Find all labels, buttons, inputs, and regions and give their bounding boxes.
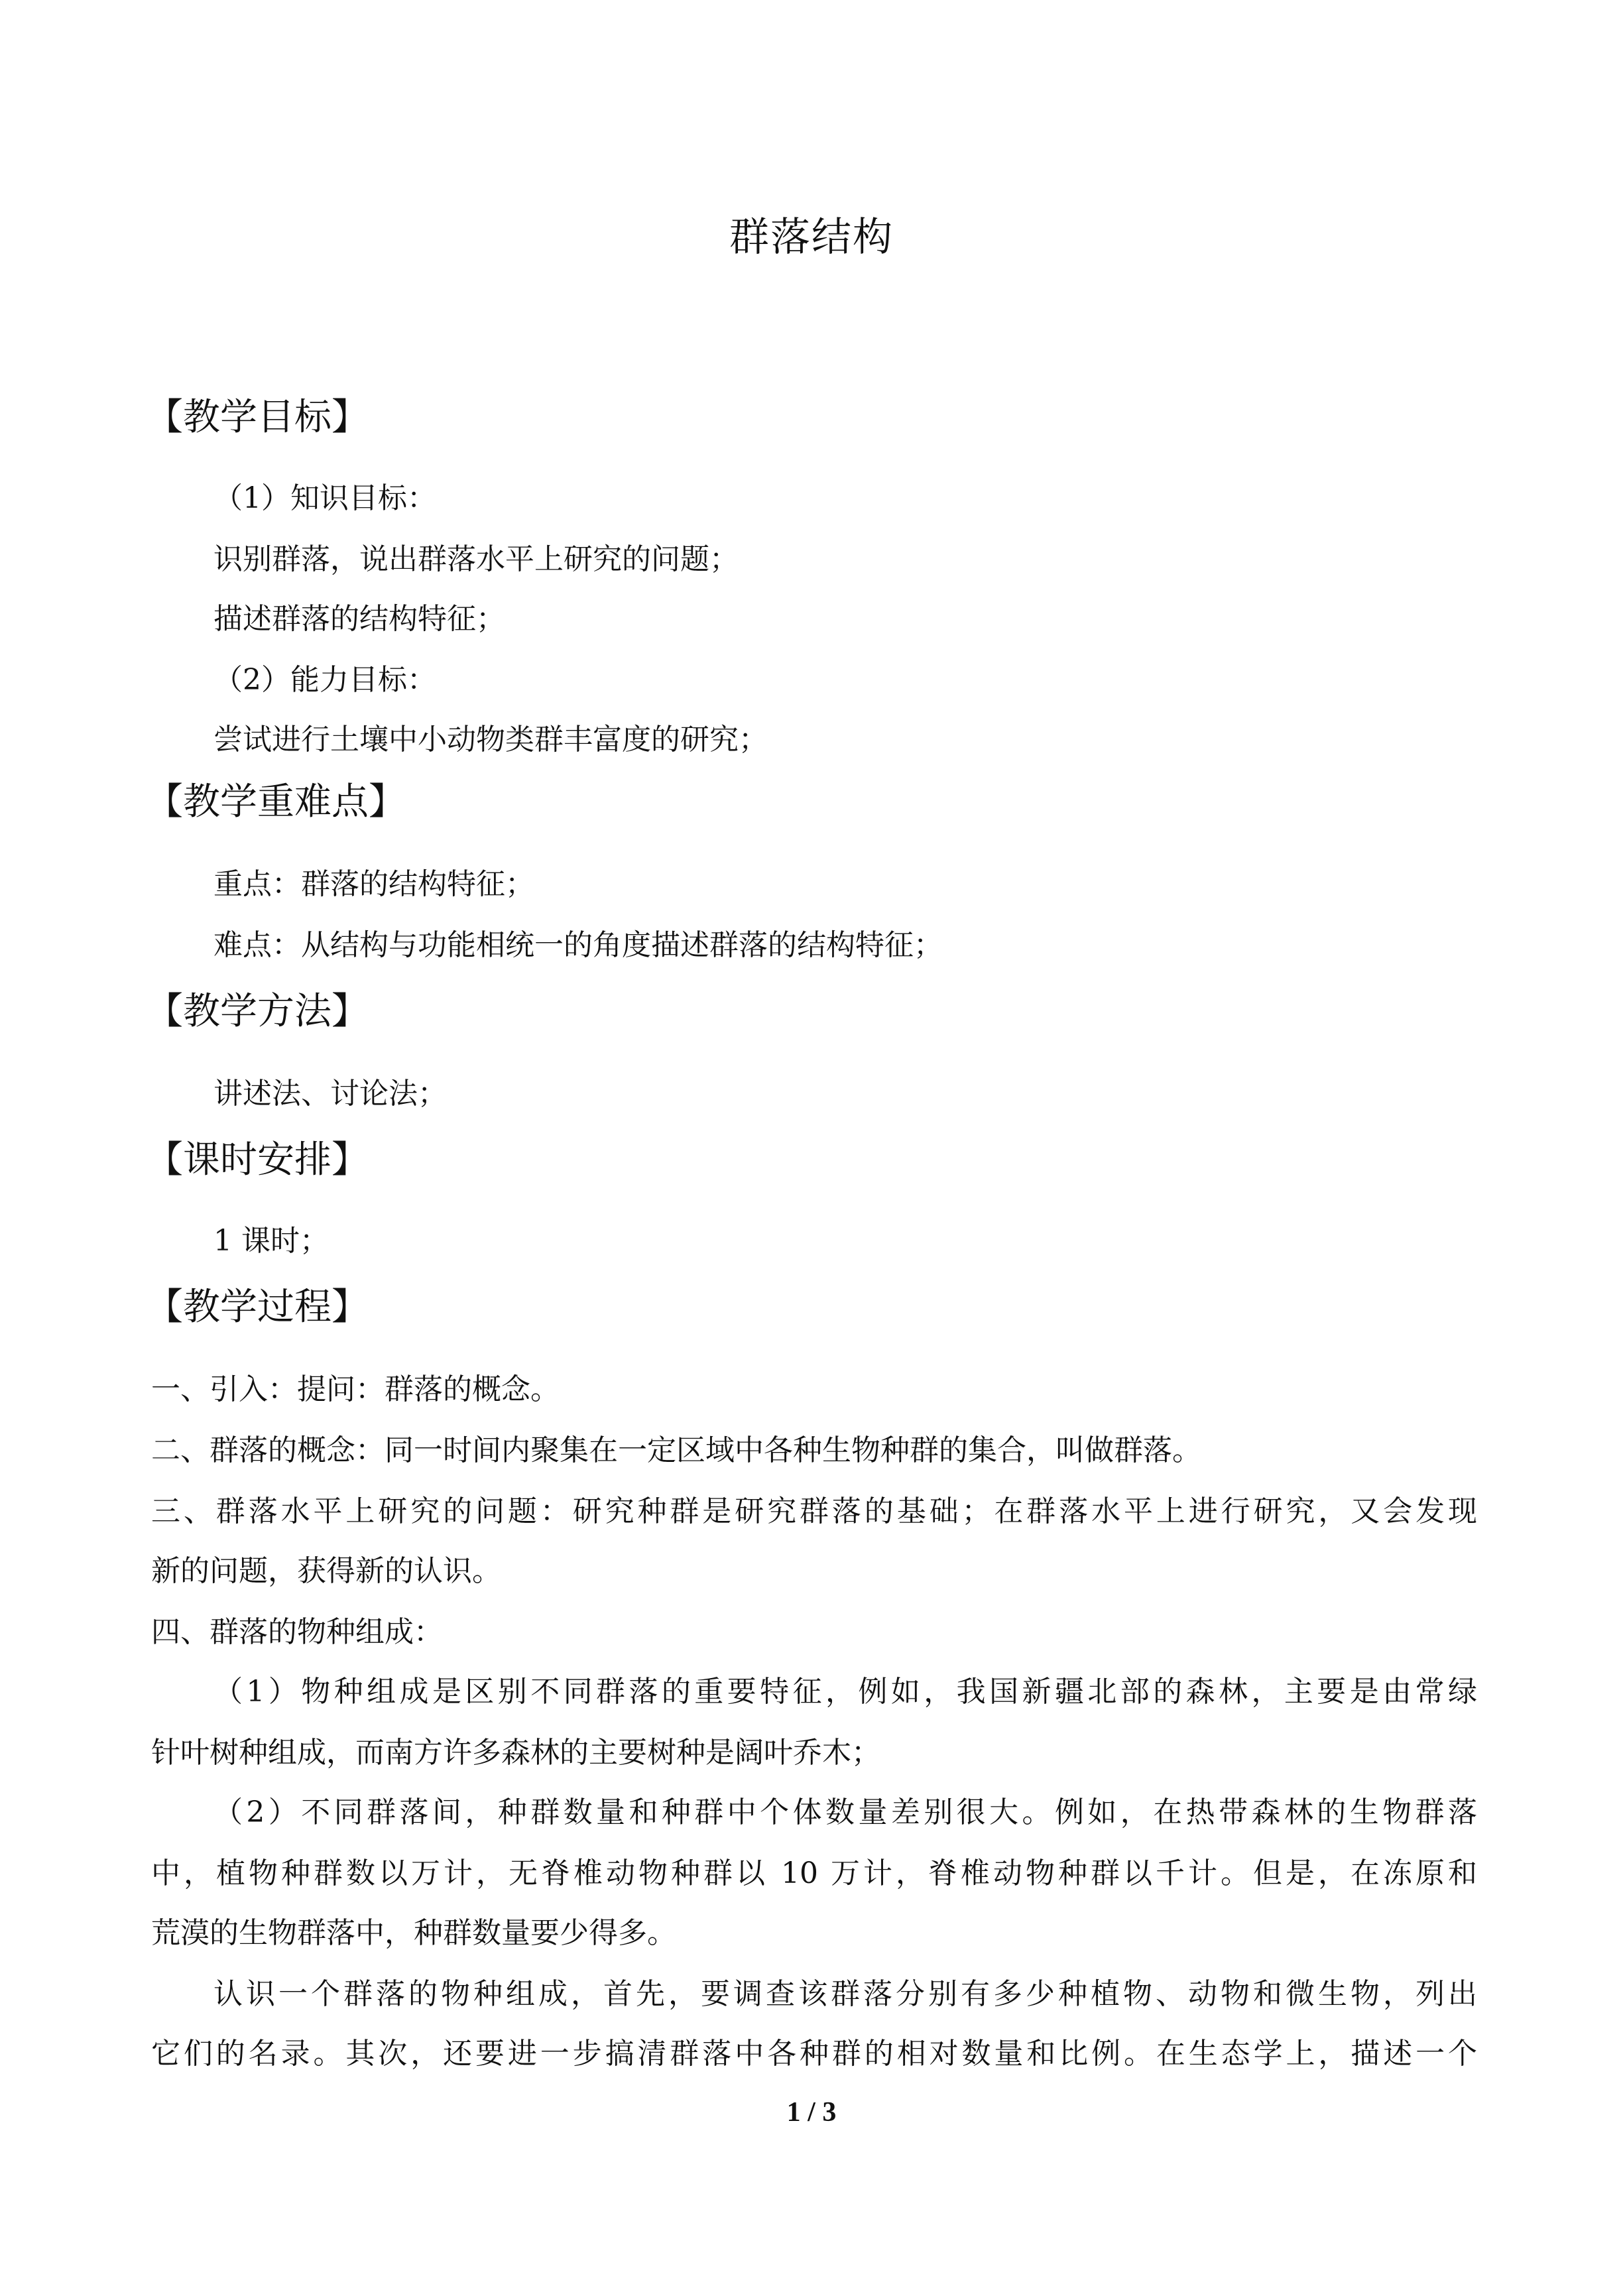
process-line: 中，植物种群数以万计，无脊椎动物种群以 10 万计，脊椎动物种群以千计。但是，在冻原和 [151, 1856, 1477, 1890]
heading-process: 【教学过程】 [146, 1286, 369, 1329]
objective-line: （2）能力目标： [213, 663, 436, 697]
objective-line: （1）知识目标： [213, 481, 436, 515]
page-title: 群落结构 [729, 214, 894, 261]
objective-line: 识别群落，说出群落水平上研究的问题； [213, 542, 739, 576]
process-line: （2）不同群落间，种群数量和种群中个体数量差别很大。例如，在热带森林的生物群落 [213, 1795, 1477, 1829]
process-line: 二、群落的概念：同一时间内聚集在一定区域中各种生物种群的集合，叫做群落。 [151, 1433, 1201, 1467]
process-line: 一、引入：提问：群落的概念。 [151, 1372, 560, 1406]
method-line: 讲述法、讨论法； [213, 1077, 447, 1111]
process-line: （1）物种组成是区别不同群落的重要特征，例如，我国新疆北部的森林，主要是由常绿 [213, 1675, 1477, 1709]
process-line: 荒漠的生物群落中，种群数量要少得多。 [151, 1916, 676, 1950]
process-line: 四、群落的物种组成： [151, 1615, 443, 1649]
heading-methods: 【教学方法】 [146, 990, 369, 1033]
process-line: 三、群落水平上研究的问题：研究种群是研究群落的基础；在群落水平上进行研究，又会发现 [151, 1494, 1477, 1528]
schedule-line: 1 课时； [213, 1224, 329, 1258]
process-line: 新的问题，获得新的认识。 [151, 1554, 501, 1588]
heading-objectives: 【教学目标】 [146, 396, 369, 439]
page-number: 1 / 3 [786, 2097, 837, 2128]
heading-schedule: 【课时安排】 [146, 1138, 369, 1181]
process-line: 认识一个群落的物种组成，首先，要调查该群落分别有多少种植物、动物和微生物，列出 [213, 1977, 1477, 2011]
key-point-line: 难点：从结构与功能相统一的角度描述群落的结构特征； [213, 928, 943, 962]
process-line: 针叶树种组成，而南方许多森林的主要树种是阔叶乔木； [151, 1736, 880, 1770]
objective-line: 描述群落的结构特征； [213, 602, 505, 636]
heading-key-points: 【教学重难点】 [146, 780, 406, 823]
objective-line: 尝试进行土壤中小动物类群丰富度的研究； [213, 723, 768, 756]
key-point-line: 重点：群落的结构特征； [213, 867, 534, 901]
process-line: 它们的名录。其次，还要进一步搞清群落中各种群的相对数量和比例。在生态学上，描述一个 [151, 2037, 1477, 2071]
